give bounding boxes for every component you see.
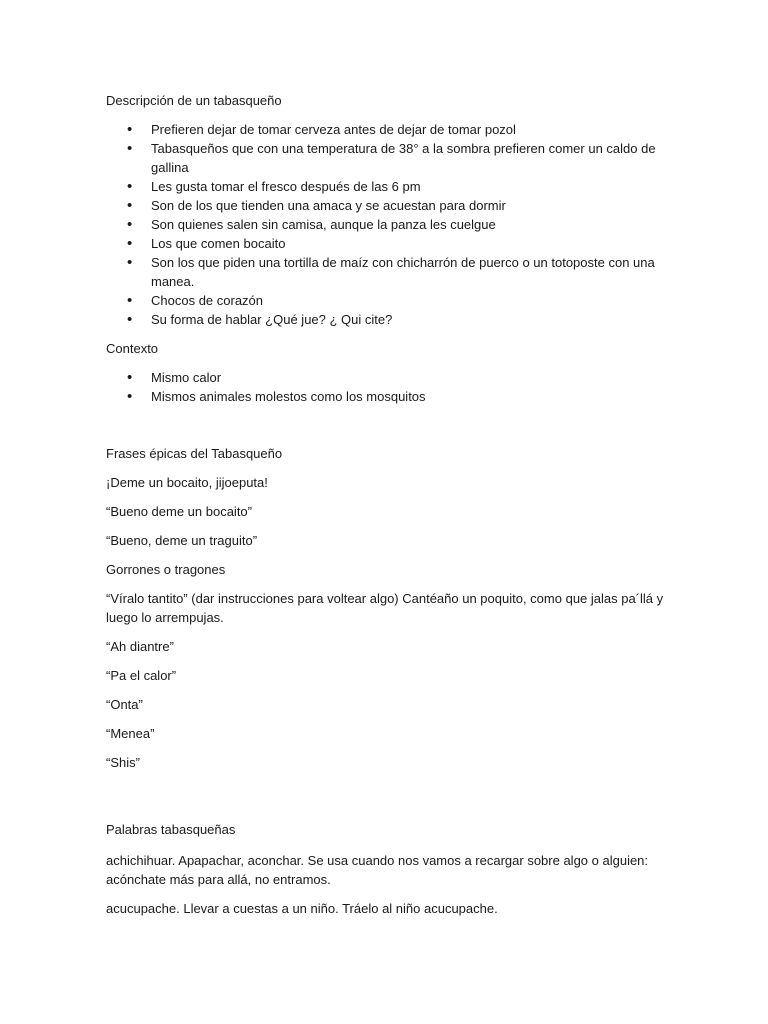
section-title-contexto: Contexto (106, 341, 159, 356)
list-item: • Mismo calor (106, 368, 666, 387)
phrase: “Menea” (106, 726, 155, 741)
list-item: • Tabasqueños que con una temperatura de 38° a la sombra prefieren comer un caldo de gallina (106, 139, 666, 177)
list-item: • Prefieren dejar de tomar cerveza antes de dejar de tomar pozol (106, 120, 666, 139)
contexto-list (106, 368, 666, 406)
list-item: • Son de los que tienden una amaca y se acuestan para dormir (106, 196, 666, 215)
spacer (106, 782, 666, 820)
phrase: “Onta” (106, 697, 143, 712)
phrase: “Ah diantre” (106, 639, 174, 654)
phrase: ¡Deme un bocaito, jijoeputa! (106, 475, 268, 490)
list-item: • Son quienes salen sin camisa, aunque la panza les cuelgue (106, 215, 666, 234)
section-title-palabras: Palabras tabasqueñas (106, 822, 236, 837)
descripcion-list (106, 120, 666, 329)
section-title-frases: Frases épicas del Tabasqueño (106, 446, 283, 461)
spacer (106, 416, 666, 444)
phrase: Gorrones o tragones (106, 562, 226, 577)
document-page (106, 91, 666, 928)
list-item: • Son los que piden una tortilla de maíz con chicharrón de puerco o un totoposte con una manea. (106, 253, 666, 291)
definition: acucupache. Llevar a cuestas a un niño. Tráelo al niño acucupache. (106, 901, 498, 916)
phrase: “Pa el calor” (106, 668, 177, 683)
phrase: “Shis” (106, 755, 140, 770)
list-item: • Mismos animales molestos como los mosquitos (106, 387, 666, 406)
list-item: • Les gusta tomar el fresco después de las 6 pm (106, 177, 666, 196)
phrase: “Bueno, deme un traguito” (106, 533, 258, 548)
phrase: “Víralo tantito” (dar instrucciones para voltear algo) Cantéaño un poquito, como que jalas pa´llá y luego lo arrempujas. (106, 591, 664, 625)
list-item: • Chocos de corazón (106, 291, 666, 310)
definition: achichihuar. Apapachar, aconchar. Se usa cuando nos vamos a recargar sobre algo o alguien: acónchate más para allá, no entramos. (106, 853, 649, 887)
phrase: “Bueno deme un bocaito” (106, 504, 252, 519)
list-item: • Su forma de hablar ¿Qué jue? ¿ Qui cite? (106, 310, 666, 329)
section-title-descripcion: Descripción de un tabasqueño (106, 93, 282, 108)
list-item: • Los que comen bocaito (106, 234, 666, 253)
